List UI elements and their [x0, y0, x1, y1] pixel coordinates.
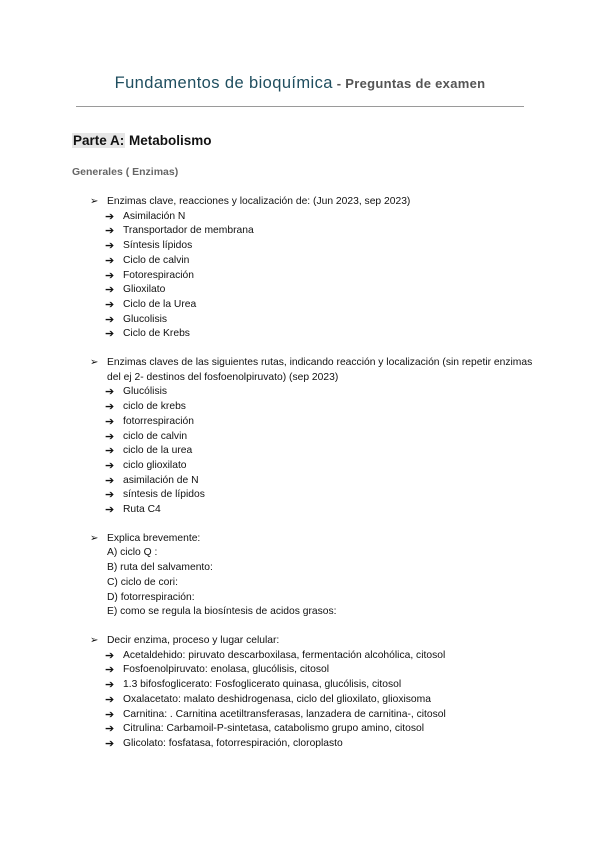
document-title [0, 74, 600, 93]
arrow-icon: ➔ [105, 415, 115, 428]
arrow-icon: ➔ [105, 386, 115, 399]
arrow-icon: ➔ [105, 723, 115, 736]
arrow-icon: ➔ [105, 284, 115, 297]
question-line [0, 356, 600, 385]
question-line [0, 634, 600, 649]
question [0, 356, 600, 518]
arrow-icon: ➔ [105, 298, 115, 311]
question [0, 634, 600, 752]
list-item: ➔ Oxalacetato: malato deshidrogenasa, ciclo del glioxilato, glioxisoma [105, 693, 431, 706]
list-item: ➔ Asimilación N [105, 210, 186, 223]
list-item: ➔ Glucolisis [105, 313, 168, 326]
list-item: ➔ Transportador de membrana [105, 225, 254, 238]
list-line: D) fotorrespiración: [107, 591, 195, 603]
arrow-icon: ➔ [105, 210, 115, 223]
question-text: Decir enzima, proceso y lugar celular: [107, 634, 280, 646]
list-item: ➔ Ciclo de la Urea [105, 298, 197, 311]
arrow-icon: ➔ [105, 401, 115, 414]
question [0, 532, 600, 620]
arrow-icon: ➔ [105, 649, 115, 662]
arrowhead-bullet-icon: ➢ [90, 634, 99, 646]
list-item: ➔ 1.3 bifosfoglicerato: Fosfoglicerato quinasa, glucólisis, citosol [105, 679, 402, 692]
list-item: ➔ ciclo de krebs [105, 401, 186, 414]
list-item: ➔ Fosfoenolpiruvato: enolasa, glucólisis, citosol [105, 664, 330, 677]
list-item: ➔ Acetaldehido: piruvato descarboxilasa, fermentación alcohólica, citosol [105, 649, 446, 662]
list-item: ➔ asimilación de N [105, 474, 199, 487]
list-item: ➔ Ruta C4 [105, 504, 161, 517]
arrow-icon: ➔ [105, 430, 115, 443]
part-heading [72, 133, 212, 148]
list-item: ➔ Síntesis lípidos [105, 240, 193, 253]
title-divider [76, 106, 524, 107]
arrow-icon: ➔ [105, 679, 115, 692]
part-name: Metabolismo [125, 133, 212, 148]
list-item: ➔ Fotorespiración [105, 269, 194, 282]
arrow-icon: ➔ [105, 269, 115, 282]
arrow-icon: ➔ [105, 708, 115, 721]
list-item: ➔ Carnitina: . Carnitina acetiltransferasas, lanzadera de carnitina-, citosol [105, 708, 446, 721]
question-text: Enzimas claves de las siguientes rutas, indicando reacción y localización (sin repetir enzimas del ej 2- destinos del fosfoenolpiruvato) (sep 2023) [107, 357, 533, 383]
list-item: ➔ ciclo glioxilato [105, 459, 187, 472]
arrow-icon: ➔ [105, 254, 115, 267]
arrowhead-bullet-icon: ➢ [90, 357, 99, 369]
question-list [0, 195, 600, 766]
arrow-icon: ➔ [105, 459, 115, 472]
list-line: C) ciclo de cori: [107, 576, 178, 588]
question-line [0, 532, 600, 547]
arrow-icon: ➔ [105, 328, 115, 341]
list-item: ➔ Glucólisis [105, 386, 168, 399]
list-item: ➔ Citrulina: Carbamoil-P-sintetasa, catabolismo grupo amino, citosol [105, 723, 425, 736]
question-text: Enzimas clave, reacciones y localización de: (Jun 2023, sep 2023) [107, 196, 411, 207]
question-line [0, 195, 600, 210]
list-item: ➔ síntesis de lípidos [105, 489, 205, 502]
part-prefix: Parte A: [73, 133, 125, 148]
arrow-icon: ➔ [105, 225, 115, 238]
arrow-icon: ➔ [105, 445, 115, 458]
list-line: A) ciclo Q : [107, 547, 158, 559]
list-item: ➔ Ciclo de calvin [105, 254, 190, 267]
arrowhead-bullet-icon: ➢ [90, 532, 99, 544]
arrow-icon: ➔ [105, 240, 115, 253]
list-line: B) ruta del salvamento: [107, 562, 213, 574]
list-item: ➔ Glicolato: fosfatasa, fotorrespiración, cloroplasto [105, 737, 343, 750]
list-item: ➔ Ciclo de Krebs [105, 328, 190, 341]
arrow-icon: ➔ [105, 664, 115, 677]
list-item: ➔ Glioxilato [105, 284, 166, 297]
list-item: ➔ ciclo de calvin [105, 430, 188, 443]
list-line: E) como se regula la biosíntesis de acidos grasos: [107, 606, 337, 618]
arrow-icon: ➔ [105, 489, 115, 502]
question [0, 195, 600, 342]
arrow-icon: ➔ [105, 474, 115, 487]
arrow-icon: ➔ [105, 313, 115, 326]
question-text: Explica brevemente: [107, 532, 201, 544]
section-label: Generales ( Enzimas) [72, 166, 179, 178]
title-subtitle: - Preguntas de examen [332, 76, 486, 91]
list-item: ➔ fotorrespiración [105, 415, 194, 428]
arrow-icon: ➔ [105, 737, 115, 750]
arrow-icon: ➔ [105, 504, 115, 517]
arrow-icon: ➔ [105, 693, 115, 706]
arrowhead-bullet-icon: ➢ [90, 196, 99, 207]
list-item: ➔ ciclo de la urea [105, 445, 193, 458]
title-main: Fundamentos de bioquímica [114, 74, 333, 92]
